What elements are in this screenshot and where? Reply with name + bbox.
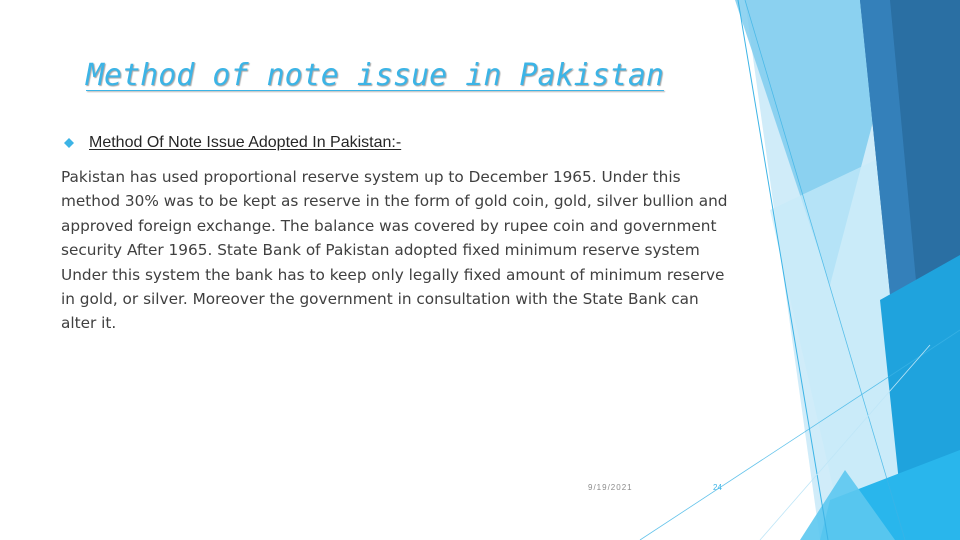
slide-number: 24 <box>713 483 722 492</box>
body-paragraph: Pakistan has used proportional reserve system up to December 1965. Under this method 30% was to be kept as reserve in the form of gold coin, gold, silver bullion and approved foreign exchange. The balance was covered by rupee coin and government security After 1965. State Bank of Pakistan adopted fixed minimum reserve system Under this system the bank has to keep only legally fixed amount of minimum reserve in gold, or silver. Moreover the government in consultation with the State Bank can alter it. <box>61 168 728 333</box>
bullet-heading: Method Of Note Issue Adopted In Pakistan:- <box>89 134 402 151</box>
bullet-point <box>64 134 401 152</box>
diamond-bullet-icon <box>64 138 74 148</box>
slide-title: Method of note issue in Pakistan <box>86 58 664 93</box>
footer-date: 9/19/2021 <box>588 483 633 492</box>
